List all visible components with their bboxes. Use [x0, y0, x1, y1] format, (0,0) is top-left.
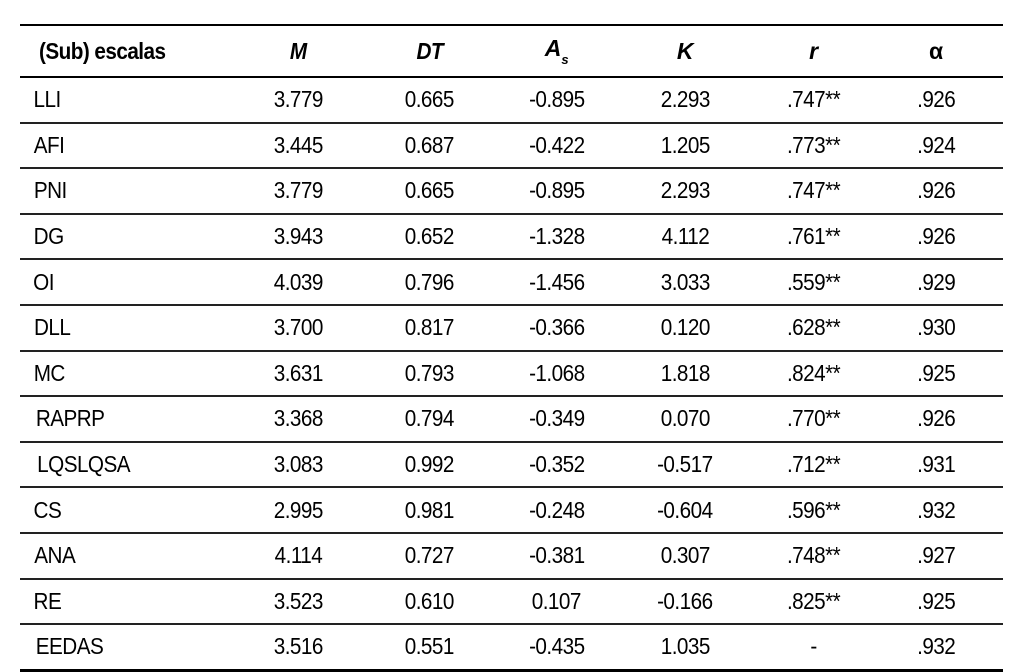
cell-std-dev-text: 0.981	[405, 496, 455, 523]
cell-correlation-text: .712**	[787, 451, 841, 478]
header-skewness-label: A	[544, 35, 562, 61]
cell-alpha	[869, 533, 1003, 579]
cell-kurtosis-text: -0.517	[657, 451, 713, 478]
cell-mean-text: 3.631	[273, 359, 323, 386]
cell-std-dev	[358, 624, 501, 670]
cell-mean	[238, 442, 359, 488]
cell-mean	[238, 579, 359, 625]
table-header	[20, 25, 1003, 77]
cell-alpha	[869, 624, 1003, 670]
cell-correlation	[758, 214, 869, 260]
row-label	[20, 487, 238, 533]
cell-skewness-text: -0.248	[528, 496, 585, 523]
cell-mean	[238, 123, 359, 169]
header-correlation	[758, 25, 869, 77]
cell-alpha	[869, 214, 1003, 260]
cell-alpha-text: .926	[916, 405, 956, 432]
cell-mean	[238, 624, 359, 670]
cell-std-dev-text: 0.652	[405, 223, 455, 250]
cell-mean	[238, 487, 359, 533]
cell-skewness-text: -1.068	[528, 359, 585, 386]
cell-std-dev-text: 0.665	[405, 86, 455, 113]
row-label-text: RE	[33, 587, 62, 614]
cell-alpha	[869, 305, 1003, 351]
header-mean-label: M	[289, 37, 307, 64]
cell-mean	[238, 214, 359, 260]
cell-correlation-text: -	[810, 633, 817, 660]
row-label	[20, 396, 238, 442]
cell-mean-text: 3.516	[273, 633, 323, 660]
cell-correlation	[758, 487, 869, 533]
cell-alpha-text: .925	[916, 359, 956, 386]
cell-skewness	[501, 214, 612, 260]
cell-correlation-text: .747**	[787, 86, 841, 113]
cell-correlation	[758, 351, 869, 397]
cell-mean	[238, 77, 359, 123]
cell-skewness	[501, 579, 612, 625]
cell-kurtosis	[612, 351, 758, 397]
cell-std-dev-text: 0.817	[405, 314, 455, 341]
row-label-text: EEDAS	[35, 633, 104, 660]
cell-kurtosis-text: 4.112	[661, 223, 709, 250]
cell-std-dev	[358, 396, 501, 442]
row-label	[20, 214, 238, 260]
cell-kurtosis-text: 0.307	[660, 542, 710, 569]
row-label-text: CS	[33, 496, 62, 523]
cell-std-dev-text: 0.796	[405, 268, 455, 295]
cell-correlation-text: .825**	[787, 587, 841, 614]
cell-std-dev-text: 0.793	[405, 359, 455, 386]
row-label	[20, 442, 238, 488]
header-kurtosis	[612, 25, 758, 77]
header-std-dev	[358, 25, 501, 77]
header-subscales-label: (Sub) escalas	[39, 37, 166, 64]
cell-correlation-text: .770**	[787, 405, 841, 432]
row-label-text: PNI	[33, 177, 67, 204]
cell-std-dev	[358, 123, 501, 169]
cell-mean-text: 4.114	[274, 542, 322, 569]
table-row	[20, 77, 1003, 123]
cell-correlation	[758, 533, 869, 579]
cell-skewness-text: -0.352	[528, 451, 585, 478]
cell-skewness-text: -0.366	[528, 314, 585, 341]
cell-skewness-text: -0.349	[528, 405, 585, 432]
cell-skewness	[501, 396, 612, 442]
cell-skewness-text: -0.381	[528, 542, 585, 569]
row-label-text: LQSLQSA	[37, 451, 131, 478]
cell-kurtosis	[612, 77, 758, 123]
cell-correlation	[758, 168, 869, 214]
cell-kurtosis	[612, 579, 758, 625]
table-row	[20, 533, 1003, 579]
row-label-text: AFI	[33, 131, 65, 158]
header-correlation-label: r	[809, 37, 819, 64]
header-skewness-subscript: s	[561, 52, 569, 67]
cell-skewness-text: 0.107	[532, 587, 582, 614]
cell-alpha-text: .926	[916, 86, 956, 113]
cell-alpha	[869, 351, 1003, 397]
cell-alpha	[869, 168, 1003, 214]
cell-mean-text: 3.943	[273, 223, 323, 250]
table-row	[20, 214, 1003, 260]
cell-std-dev	[358, 533, 501, 579]
cell-kurtosis-text: 2.293	[660, 86, 710, 113]
table-row	[20, 168, 1003, 214]
cell-correlation	[758, 579, 869, 625]
cell-skewness	[501, 123, 612, 169]
cell-alpha	[869, 259, 1003, 305]
cell-std-dev-text: 0.551	[405, 633, 455, 660]
cell-correlation-text: .773**	[787, 131, 841, 158]
cell-correlation	[758, 624, 869, 670]
table-row	[20, 305, 1003, 351]
cell-std-dev	[358, 305, 501, 351]
cell-alpha	[869, 442, 1003, 488]
row-label	[20, 533, 238, 579]
header-mean	[238, 25, 359, 77]
cell-std-dev	[358, 487, 501, 533]
cell-alpha-text: .932	[916, 633, 956, 660]
cell-correlation-text: .748**	[787, 542, 841, 569]
cell-alpha	[869, 123, 1003, 169]
cell-correlation-text: .824**	[787, 359, 841, 386]
cell-alpha	[869, 396, 1003, 442]
cell-std-dev	[358, 579, 501, 625]
cell-correlation	[758, 442, 869, 488]
row-label	[20, 579, 238, 625]
row-label-text: OI	[33, 268, 54, 295]
row-label-text: DLL	[34, 314, 71, 341]
cell-skewness	[501, 305, 612, 351]
cell-alpha-text: .927	[916, 542, 956, 569]
cell-std-dev-text: 0.665	[405, 177, 455, 204]
cell-skewness	[501, 259, 612, 305]
cell-std-dev	[358, 259, 501, 305]
cell-alpha-text: .924	[916, 131, 956, 158]
cell-skewness-text: -0.895	[528, 177, 585, 204]
cell-kurtosis	[612, 533, 758, 579]
cell-std-dev	[358, 77, 501, 123]
cell-std-dev	[358, 168, 501, 214]
cell-kurtosis-text: 2.293	[660, 177, 710, 204]
cell-mean	[238, 396, 359, 442]
cell-mean-text: 3.779	[273, 86, 323, 113]
cell-kurtosis-text: -0.604	[657, 496, 713, 523]
cell-skewness	[501, 351, 612, 397]
row-label-text: ANA	[34, 542, 76, 569]
cell-correlation-text: .747**	[787, 177, 841, 204]
cell-mean-text: 3.779	[273, 177, 323, 204]
cell-correlation-text: .761**	[787, 223, 841, 250]
header-std-dev-label: DT	[416, 37, 443, 64]
cell-kurtosis	[612, 259, 758, 305]
row-label	[20, 123, 238, 169]
row-label	[20, 77, 238, 123]
cell-mean	[238, 305, 359, 351]
cell-correlation-text: .559**	[787, 268, 841, 295]
row-label-text: RAPRP	[35, 405, 105, 432]
cell-mean-text: 3.523	[273, 587, 323, 614]
cell-skewness-text: -1.328	[528, 223, 585, 250]
cell-alpha-text: .929	[916, 268, 956, 295]
row-label-text: LLI	[33, 86, 61, 113]
cell-kurtosis	[612, 487, 758, 533]
cell-mean	[238, 351, 359, 397]
cell-correlation-text: .628**	[787, 314, 841, 341]
descriptive-stats-table	[20, 24, 1003, 672]
cell-alpha	[869, 77, 1003, 123]
cell-mean-text: 2.995	[273, 496, 323, 523]
cell-kurtosis	[612, 214, 758, 260]
cell-kurtosis-text: -0.166	[657, 587, 713, 614]
table-row	[20, 351, 1003, 397]
cell-kurtosis	[612, 123, 758, 169]
cell-alpha-text: .925	[916, 587, 956, 614]
header-alpha-label: α	[928, 37, 944, 64]
header-alpha	[869, 25, 1003, 77]
table-row	[20, 624, 1003, 670]
row-label	[20, 305, 238, 351]
cell-kurtosis-text: 1.205	[660, 131, 710, 158]
cell-mean-text: 4.039	[273, 268, 323, 295]
cell-skewness-text: -0.895	[528, 86, 585, 113]
table-row	[20, 396, 1003, 442]
cell-std-dev	[358, 442, 501, 488]
cell-kurtosis-text: 0.070	[660, 405, 710, 432]
cell-skewness-text: -1.456	[528, 268, 585, 295]
cell-alpha-text: .930	[916, 314, 956, 341]
cell-skewness	[501, 533, 612, 579]
cell-std-dev-text: 0.794	[405, 405, 455, 432]
table-body	[20, 77, 1003, 670]
cell-skewness-text: -0.422	[528, 131, 585, 158]
header-subscales	[20, 25, 238, 77]
cell-kurtosis-text: 1.035	[660, 633, 710, 660]
cell-alpha-text: .926	[916, 223, 956, 250]
row-label-text: DG	[33, 223, 64, 250]
cell-skewness-text: -0.435	[528, 633, 585, 660]
cell-alpha-text: .926	[916, 177, 956, 204]
cell-std-dev-text: 0.687	[405, 131, 455, 158]
cell-mean	[238, 168, 359, 214]
cell-correlation	[758, 123, 869, 169]
cell-std-dev-text: 0.727	[405, 542, 455, 569]
cell-alpha-text: .932	[916, 496, 956, 523]
cell-mean-text: 3.083	[273, 451, 323, 478]
table-row	[20, 442, 1003, 488]
cell-mean-text: 3.700	[273, 314, 323, 341]
cell-kurtosis	[612, 442, 758, 488]
cell-std-dev-text: 0.992	[405, 451, 455, 478]
cell-skewness	[501, 624, 612, 670]
cell-std-dev	[358, 214, 501, 260]
cell-mean-text: 3.445	[273, 131, 323, 158]
cell-correlation	[758, 77, 869, 123]
cell-skewness	[501, 442, 612, 488]
cell-kurtosis	[612, 305, 758, 351]
cell-correlation	[758, 305, 869, 351]
cell-mean	[238, 533, 359, 579]
cell-std-dev	[358, 351, 501, 397]
cell-kurtosis	[612, 168, 758, 214]
table-row	[20, 579, 1003, 625]
row-label	[20, 168, 238, 214]
cell-kurtosis-text: 3.033	[660, 268, 710, 295]
header-row	[20, 25, 1003, 77]
table-row	[20, 487, 1003, 533]
row-label	[20, 624, 238, 670]
cell-alpha	[869, 487, 1003, 533]
cell-kurtosis	[612, 396, 758, 442]
cell-kurtosis-text: 1.818	[660, 359, 710, 386]
cell-correlation-text: .596**	[787, 496, 841, 523]
cell-skewness	[501, 487, 612, 533]
table-row	[20, 123, 1003, 169]
cell-std-dev-text: 0.610	[405, 587, 455, 614]
cell-correlation	[758, 396, 869, 442]
row-label	[20, 351, 238, 397]
table-row	[20, 259, 1003, 305]
row-label	[20, 259, 238, 305]
cell-kurtosis	[612, 624, 758, 670]
cell-skewness	[501, 168, 612, 214]
header-skewness	[501, 25, 612, 77]
row-label-text: MC	[33, 359, 65, 386]
cell-alpha	[869, 579, 1003, 625]
cell-mean	[238, 259, 359, 305]
header-kurtosis-label: K	[676, 37, 694, 64]
cell-skewness	[501, 77, 612, 123]
cell-alpha-text: .931	[916, 451, 956, 478]
cell-kurtosis-text: 0.120	[660, 314, 710, 341]
cell-correlation	[758, 259, 869, 305]
cell-mean-text: 3.368	[273, 405, 323, 432]
